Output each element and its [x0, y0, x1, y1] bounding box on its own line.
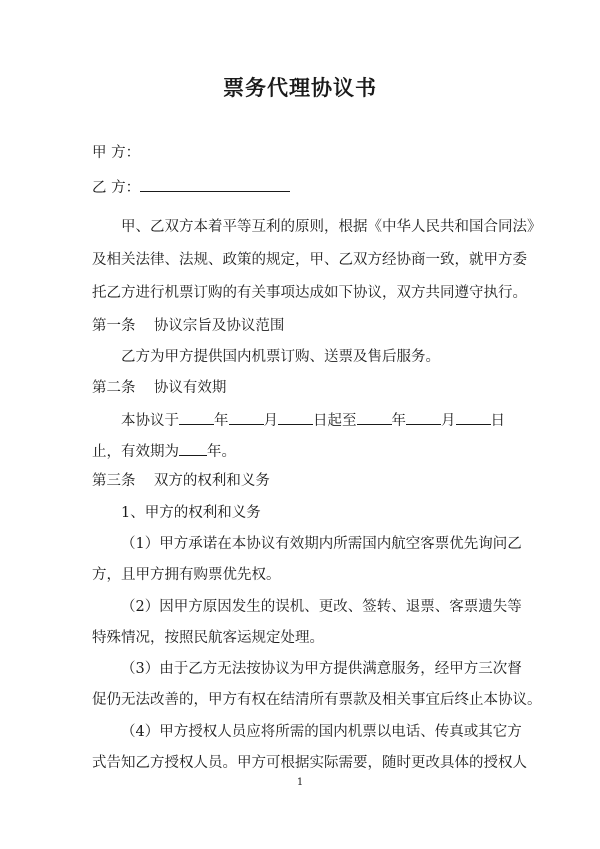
preamble-line-2: 及相关法律、法规、政策的规定，甲、乙双方经协商一致，就甲方委: [92, 252, 527, 268]
article-1-heading: 第一条 协议宗旨及协议范围: [92, 318, 285, 334]
document-title: 票务代理协议书: [223, 75, 377, 100]
article-1-body: 乙方为甲方提供国内机票订购、送票及售后服务。: [121, 349, 440, 365]
validity-prefix: 本协议于: [121, 413, 179, 429]
validity-period-suffix: 年。: [207, 444, 236, 460]
end-day-label: 日: [490, 413, 505, 429]
item-3-line-2: 促仍无法改善的，甲方有权在结清所有票款及相关事宜后终止本协议。: [92, 692, 542, 708]
end-year-blank: [357, 409, 392, 425]
party-a-line: [92, 143, 522, 163]
end-year-label: 年: [391, 413, 406, 429]
start-month-blank: [229, 409, 264, 425]
article-3-heading: 第三条 双方的权利和义务: [92, 473, 270, 489]
start-year-label: 年: [214, 413, 229, 429]
article-2-heading: 第二条 协议有效期: [92, 380, 227, 396]
item-4-line-2: 式告知乙方授权人员。甲方可根据实际需要，随时更改具体的授权人: [92, 755, 527, 771]
article-3-subheading-1: 1、甲方的权利和义务: [121, 505, 261, 521]
preamble-line-3: 托乙方进行机票订购的有关事项达成如下协议，双方共同遵守执行。: [92, 285, 527, 301]
end-day-blank: [456, 409, 491, 425]
start-day-blank: [278, 409, 313, 425]
item-1-line-2: 方，且甲方拥有购票优先权。: [92, 567, 281, 583]
party-b-line: [92, 176, 522, 198]
page-number: 1: [296, 777, 304, 788]
end-month-blank: [406, 409, 441, 425]
validity-line-2: [92, 440, 522, 462]
item-2-line-2: 特殊情况，按照民航客运规定处理。: [92, 630, 324, 646]
preamble-line-1: 甲、乙双方本着平等互利的原则，根据《中华人民共和国合同法》: [121, 219, 542, 235]
party-b-blank: [140, 176, 290, 192]
party-b-label: 乙 方：: [92, 180, 141, 196]
item-1-line-1: （1）甲方承诺在本协议有效期内所需国内航空客票优先询问乙: [121, 536, 522, 552]
validity-line-1: [121, 409, 551, 431]
period-years-blank: [179, 440, 207, 456]
item-3-line-1: （3）由于乙方无法按协议为甲方提供满意服务，经甲方三次督: [121, 661, 522, 677]
start-month-label: 月: [263, 413, 278, 429]
party-a-label: 甲 方：: [92, 145, 141, 161]
end-month-label: 月: [441, 413, 456, 429]
validity-period-prefix: 止，有效期为: [92, 444, 179, 460]
item-4-line-1: （4）甲方授权人员应将所需的国内机票以电话、传真或其它方: [121, 724, 522, 740]
item-2-line-1: （2）因甲方原因发生的误机、更改、签转、退票、客票遗失等: [121, 599, 522, 615]
start-day-label: 日起至: [313, 413, 357, 429]
start-year-blank: [179, 409, 214, 425]
